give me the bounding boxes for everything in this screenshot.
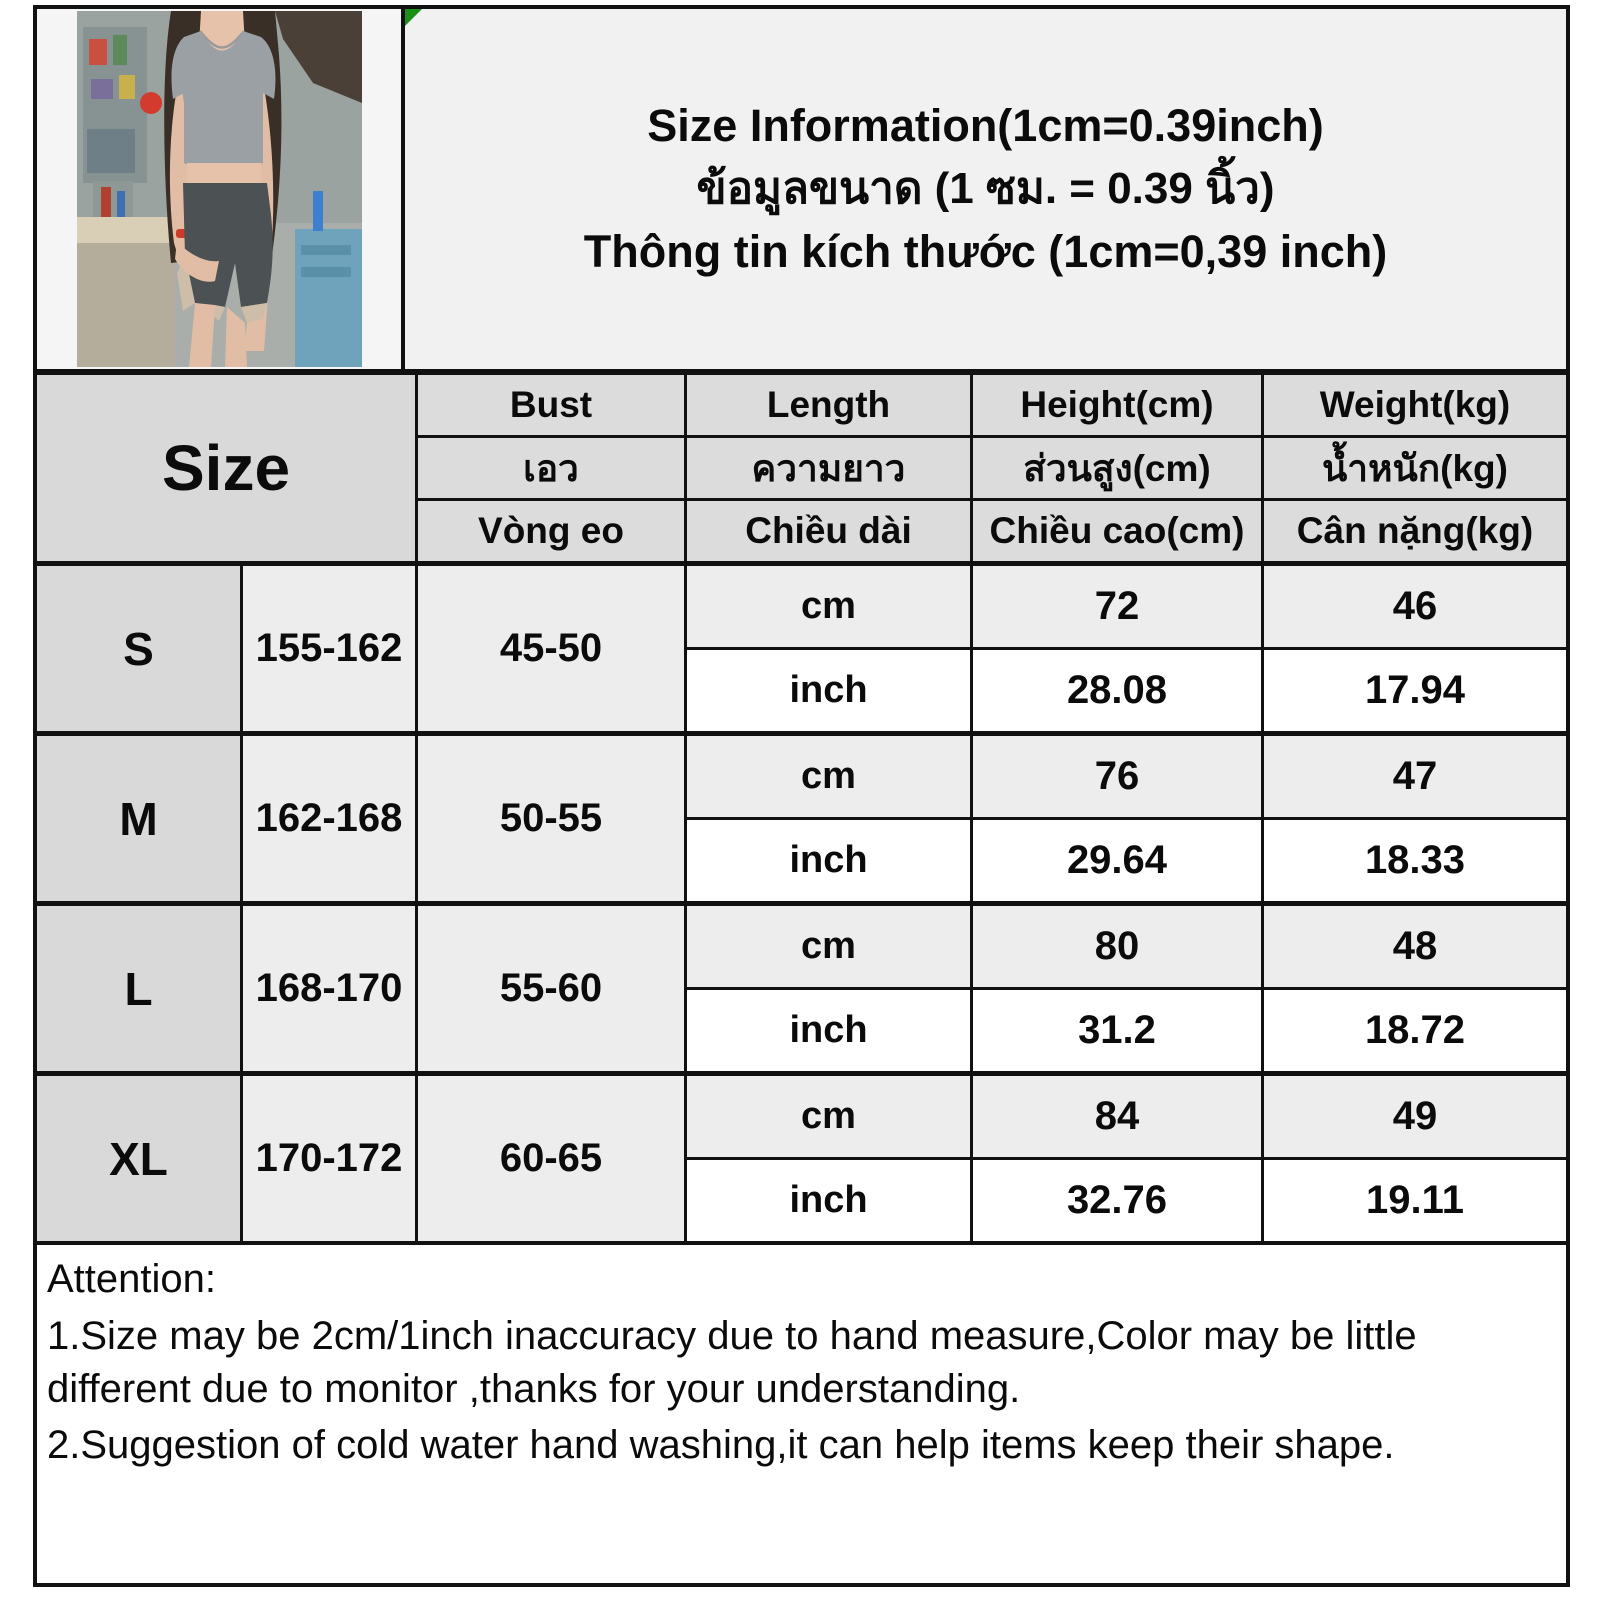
size-table-header <box>37 375 1566 561</box>
header-length-en: Length <box>687 375 970 435</box>
size-information-header <box>405 9 1566 369</box>
table-row-m <box>37 731 1566 901</box>
m-length-cm: 47 <box>1264 736 1566 817</box>
xl-weight-range: 60-65 <box>418 1076 684 1241</box>
unit-inch: inch <box>687 990 970 1071</box>
l-height-range: 168-170 <box>243 906 415 1071</box>
l-bust-inch: 31.2 <box>973 990 1261 1071</box>
header-length-th: ความยาว <box>687 438 970 498</box>
xl-bust-cm: 84 <box>973 1076 1261 1157</box>
s-length-inch: 17.94 <box>1264 650 1566 731</box>
l-length-cm: 48 <box>1264 906 1566 987</box>
size-info-title-en: Size Information(1cm=0.39inch) <box>647 100 1324 152</box>
xl-length-cm: 49 <box>1264 1076 1566 1157</box>
attention-note-2: 2.Suggestion of cold water hand washing,it can help items keep their shape. <box>47 1423 1395 1468</box>
attention-note-1: 1.Size may be 2cm/1inch inaccuracy due to hand measure,Color may be little different due to monitor ,thanks for your understanding. <box>47 1313 1417 1411</box>
size-label-xl: XL <box>37 1076 240 1241</box>
header-bust-en: Bust <box>418 375 684 435</box>
m-length-inch: 18.33 <box>1264 820 1566 901</box>
table-row-l <box>37 901 1566 1071</box>
header-height-vi: Chiều cao(cm) <box>973 501 1261 561</box>
m-height-range: 162-168 <box>243 736 415 901</box>
header-height-en: Height(cm) <box>973 375 1261 435</box>
unit-inch: inch <box>687 820 970 901</box>
s-height-range: 155-162 <box>243 566 415 731</box>
table-row-xl <box>37 1071 1566 1241</box>
header-weight-en: Weight(kg) <box>1264 375 1566 435</box>
m-bust-inch: 29.64 <box>973 820 1261 901</box>
size-label-l: L <box>37 906 240 1071</box>
unit-cm: cm <box>687 736 970 817</box>
header-length-vi: Chiều dài <box>687 501 970 561</box>
size-info-title-vi: Thông tin kích thước (1cm=0,39 inch) <box>583 226 1388 278</box>
xl-bust-inch: 32.76 <box>973 1160 1261 1241</box>
size-info-title-th: ข้อมูลขนาด (1 ซม. = 0.39 นิ้ว) <box>696 163 1275 213</box>
size-label-s: S <box>37 566 240 731</box>
xl-height-range: 170-172 <box>243 1076 415 1241</box>
header-weight-vi: Cân nặng(kg) <box>1264 501 1566 561</box>
product-photo <box>37 9 405 369</box>
l-length-inch: 18.72 <box>1264 990 1566 1071</box>
size-column-header: Size <box>37 375 415 561</box>
header-bust-vi: Vòng eo <box>418 501 684 561</box>
model-photo-illustration <box>77 11 362 367</box>
m-bust-cm: 76 <box>973 736 1261 817</box>
l-bust-cm: 80 <box>973 906 1261 987</box>
size-chart-sheet <box>33 5 1570 1587</box>
unit-inch: inch <box>687 1160 970 1241</box>
m-weight-range: 50-55 <box>418 736 684 901</box>
s-bust-cm: 72 <box>973 566 1261 647</box>
top-band <box>33 5 1570 375</box>
s-weight-range: 45-50 <box>418 566 684 731</box>
size-label-m: M <box>37 736 240 901</box>
header-height-th: ส่วนสูง(cm) <box>973 438 1261 498</box>
unit-cm: cm <box>687 906 970 987</box>
unit-inch: inch <box>687 650 970 731</box>
header-weight-th: น้ำหนัก(kg) <box>1264 438 1566 498</box>
s-bust-inch: 28.08 <box>973 650 1261 731</box>
l-weight-range: 55-60 <box>418 906 684 1071</box>
size-table <box>33 375 1570 1241</box>
unit-cm: cm <box>687 1076 970 1157</box>
attention-title: Attention: <box>47 1257 217 1301</box>
header-bust-th: เอว <box>418 438 684 498</box>
attention-notes <box>33 1241 1570 1587</box>
table-row-s <box>37 561 1566 731</box>
green-corner-triangle-icon <box>405 9 422 26</box>
s-length-cm: 46 <box>1264 566 1566 647</box>
unit-cm: cm <box>687 566 970 647</box>
xl-length-inch: 19.11 <box>1264 1160 1566 1241</box>
